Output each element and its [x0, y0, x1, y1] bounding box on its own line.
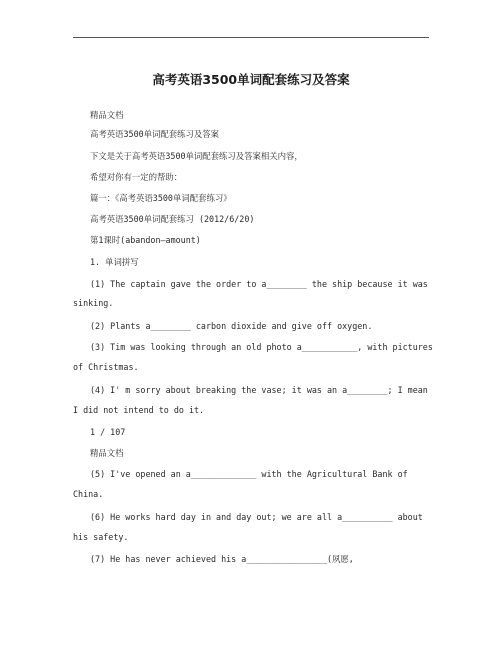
text-line: (1) The captain gave the order to a________ the ship because it was	[90, 279, 428, 289]
text-line: 高考英语3500单词配套练习及答案	[90, 129, 220, 139]
text-line: 下文是关于高考英语3500单词配套练习及答案相关内容，	[90, 151, 303, 161]
text-line: of Christmas.	[73, 362, 139, 372]
text-line: (5) I've opened an a_____________ with the Agricultural Bank of	[90, 469, 408, 479]
text-line: (4) I' m sorry about breaking the vase; it was an a________; I mean	[90, 385, 428, 395]
text-line: (2) Plants a________ carbon dioxide and give off oxygen.	[90, 321, 373, 331]
text-line: 第1课时(abandon—amount)	[90, 235, 201, 245]
text-line: 篇一：《高考英语3500单词配套练习》	[90, 193, 232, 203]
text-line: (7) He has never achieved his a________________(夙愿,	[90, 554, 354, 564]
text-line: (3) Tim was looking through an old photo a___________, with pictures	[90, 342, 433, 352]
header-rule	[73, 37, 429, 38]
page-number: 1 / 107	[90, 427, 126, 437]
text-line: sinking.	[73, 298, 114, 308]
text-line: I did not intend to do it.	[73, 405, 205, 415]
text-line: 1. 单词拼写	[90, 257, 139, 267]
text-line: China.	[73, 489, 104, 499]
text-line: his safety.	[73, 532, 129, 542]
text-line: 精品文档	[90, 110, 124, 120]
text-line: 高考英语3500单词配套练习 (2012/6/20)	[90, 214, 255, 224]
text-line: 精品文档	[90, 448, 124, 458]
document-title: 高考英语3500单词配套练习及答案	[152, 72, 350, 87]
text-line: 希望对你有一定的帮助：	[90, 172, 183, 182]
text-line: (6) He works hard day in and day out; we are all a__________ about	[90, 512, 423, 522]
